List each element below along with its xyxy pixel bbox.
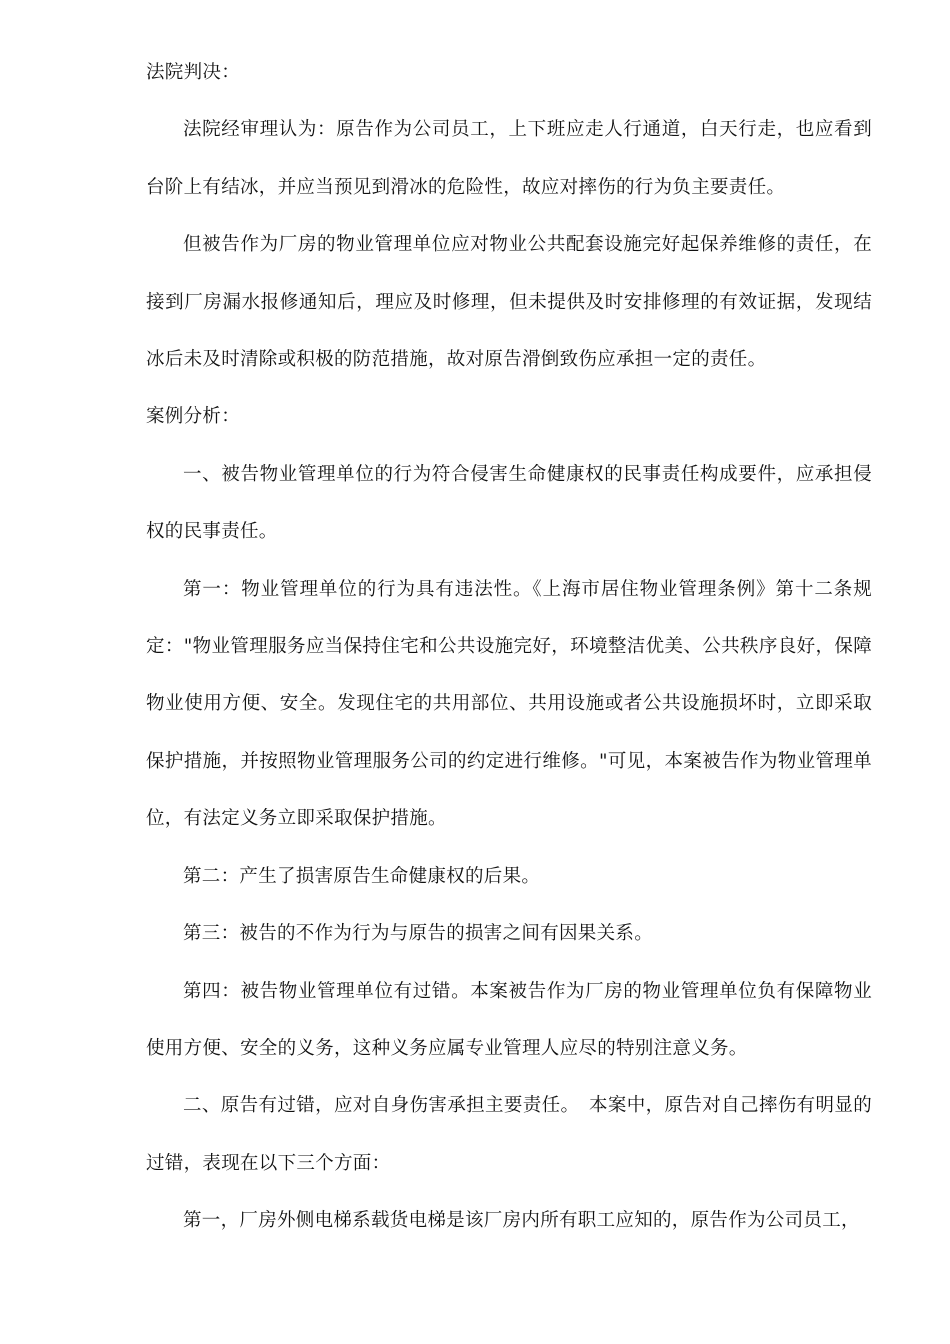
paragraph-defendant-responsibility: 但被告作为厂房的物业管理单位应对物业公共配套设施完好起保养维修的责任，在接到厂房漏水报修通知后，理应及时修理，但未提供及时安排修理的有效证据，发现结冰后未及时清除或积极的防范措施，故对原告滑倒致伤应承担一定的责任。 [146, 234, 872, 371]
paragraph-fourth-fault: 第四：被告物业管理单位有过错。本案被告作为厂房的物业管理单位负有保障物业使用方便、安全的义务，这种义务应属专业管理人应尽的特别注意义务。 [146, 980, 872, 1059]
paragraph-court-finding: 法院经审理认为：原告作为公司员工，上下班应走人行通道，白天行走，也应看到台阶上有结冰，并应当预见到滑冰的危险性，故应对摔伤的行为负主要责任。 [146, 119, 872, 198]
paragraph-analysis-point-one: 一、被告物业管理单位的行为符合侵害生命健康权的民事责任构成要件，应承担侵权的民事责任。 [146, 463, 872, 543]
section-heading-case-analysis: 案例分析： [146, 406, 241, 428]
paragraph-second-consequence: 第二：产生了损害原告生命健康权的后果。 [183, 865, 541, 887]
section-heading-court-judgment: 法院判决： [146, 62, 241, 83]
paragraph-first-freight-elevator: 第一，厂房外侧电梯系载货电梯是该厂房内所有职工应知的，原告作为公司员工， [183, 1210, 860, 1232]
paragraph-analysis-point-two: 二、原告有过错，应对自身伤害承担主要责任。 本案中，原告对自己摔伤有明显的过错，表现在以下三个方面： [146, 1095, 872, 1174]
paragraph-first-illegality: 第一：物业管理单位的行为具有违法性。《上海市居住物业管理条例》第十二条规定："物业管理服务应当保持住宅和公共设施完好，环境整洁优美、公共秩序良好，保障物业使用方便、安全。发现住宅的共用部位、共用设施或者公共设施损坏时，立即采取保护措施，并按照物业管理服务公司的约定进行维修。"可见，本案被告作为物业管理单位，有法定义务立即采取保护措施。 [146, 578, 872, 830]
paragraph-third-causation: 第三：被告的不作为行为与原告的损害之间有因果关系。 [183, 923, 654, 945]
document-body [146, 44, 872, 1250]
